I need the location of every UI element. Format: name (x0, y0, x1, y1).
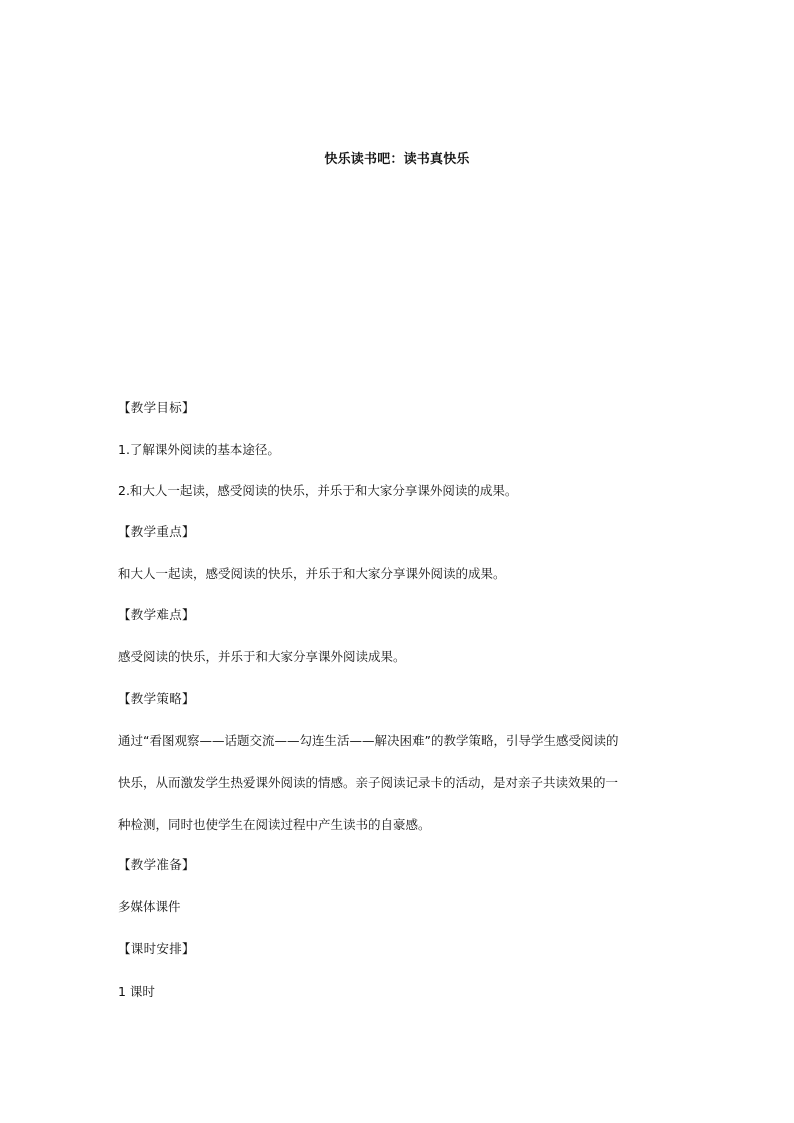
strategy-line-2: 快乐，从而激发学生热爱课外阅读的情感。亲子阅读记录卡的活动，是对亲子共读效果的一 (118, 775, 619, 790)
document-title: 快乐读书吧：读书真快乐 (324, 152, 470, 167)
difficulties-heading: 【教学难点】 (118, 607, 195, 622)
difficulties-text: 感受阅读的快乐，并乐于和大家分享课外阅读成果。 (118, 649, 406, 664)
strategy-heading: 【教学策略】 (118, 691, 195, 706)
objective-item-1: 1.了解课外阅读的基本途径。 (118, 442, 280, 457)
strategy-line-3: 种检测，同时也使学生在阅读过程中产生读书的自豪感。 (118, 817, 431, 832)
objective-item-2: 2.和大人一起读，感受阅读的快乐，并乐于和大家分享课外阅读的成果。 (118, 483, 518, 498)
preparation-text: 多媒体课件 (118, 899, 181, 914)
preparation-heading: 【教学准备】 (118, 857, 195, 872)
strategy-line-1: 通过“看图观察——话题交流——勾连生活——解决困难”的教学策略，引导学生感受阅读的 (118, 733, 619, 748)
key-points-text: 和大人一起读，感受阅读的快乐，并乐于和大家分享课外阅读的成果。 (118, 566, 506, 581)
key-points-heading: 【教学重点】 (118, 524, 195, 539)
objectives-heading: 【教学目标】 (118, 400, 195, 415)
schedule-heading: 【课时安排】 (118, 941, 195, 956)
schedule-text: 1 课时 (118, 984, 155, 999)
